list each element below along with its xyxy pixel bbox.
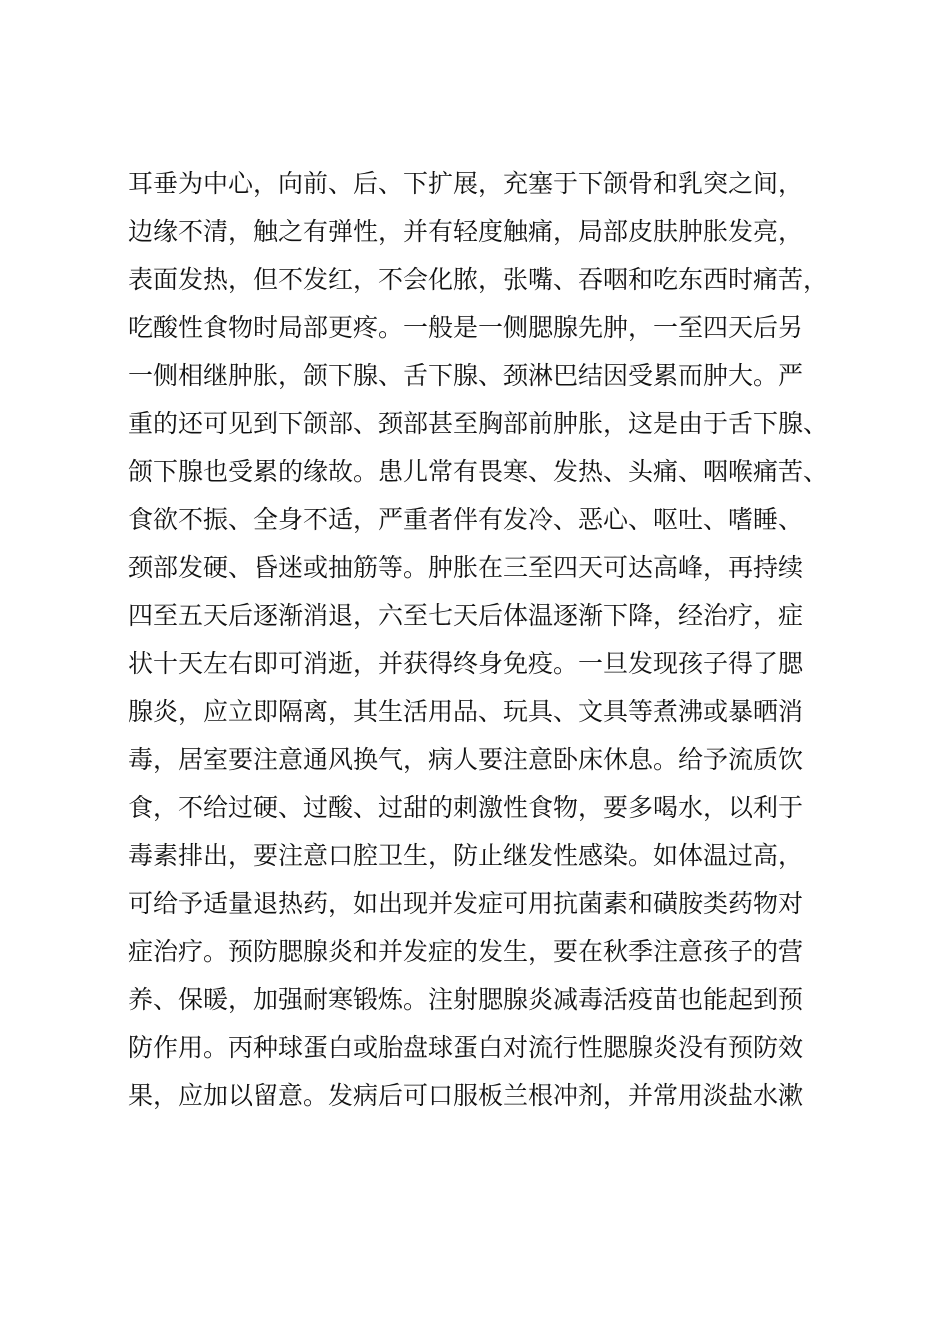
- text-line: 四至五天后逐渐消退，六至七天后体温逐渐下降，经治疗，症: [128, 601, 804, 630]
- text-line: 表面发热，但不发红，不会化脓，张嘴、吞咽和吃东西时痛苦，: [128, 265, 829, 294]
- text-line: 颌下腺也受累的缘故。患儿常有畏寒、发热、头痛、咽喉痛苦、: [128, 457, 829, 486]
- text-line: 边缘不清，触之有弹性，并有轻度触痛，局部皮肤肿胀发亮，: [128, 217, 804, 246]
- text-line: 防作用。丙种球蛋白或胎盘球蛋白对流行性腮腺炎没有预防效: [128, 1033, 804, 1062]
- text-line: 食，不给过硬、过酸、过甜的刺激性食物，要多喝水，以利于: [128, 793, 804, 822]
- text-line: 养、保暖，加强耐寒锻炼。注射腮腺炎减毒活疫苗也能起到预: [128, 985, 804, 1014]
- text-line: 食欲不振、全身不适，严重者伴有发冷、恶心、呕吐、嗜睡、: [128, 505, 804, 534]
- text-line: 重的还可见到下颌部、颈部甚至胸部前肿胀，这是由于舌下腺、: [128, 409, 829, 438]
- text-line: 颈部发硬、昏迷或抽筋等。肿胀在三至四天可达高峰，再持续: [128, 553, 804, 582]
- body-text: [128, 160, 848, 1120]
- text-line: 症治疗。预防腮腺炎和并发症的发生，要在秋季注意孩子的营: [128, 937, 804, 966]
- text-line: 毒，居室要注意通风换气，病人要注意卧床休息。给予流质饮: [128, 745, 804, 774]
- text-line: 可给予适量退热药，如出现并发症可用抗菌素和磺胺类药物对: [128, 889, 804, 918]
- text-line: 一侧相继肿胀，颌下腺、舌下腺、颈淋巴结因受累而肿大。严: [128, 361, 804, 390]
- text-line: 毒素排出，要注意口腔卫生，防止继发性感染。如体温过高，: [128, 841, 804, 870]
- text-line: 状十天左右即可消逝，并获得终身免疫。一旦发现孩子得了腮: [128, 649, 804, 678]
- text-line: 果，应加以留意。发病后可口服板兰根冲剂，并常用淡盐水漱: [128, 1081, 804, 1110]
- text-line: 吃酸性食物时局部更疼。一般是一侧腮腺先肿，一至四天后另: [128, 313, 804, 342]
- text-line: 腺炎，应立即隔离，其生活用品、玩具、文具等煮沸或暴晒消: [128, 697, 804, 726]
- text-line: 耳垂为中心，向前、后、下扩展，充塞于下颌骨和乳突之间，: [128, 169, 804, 198]
